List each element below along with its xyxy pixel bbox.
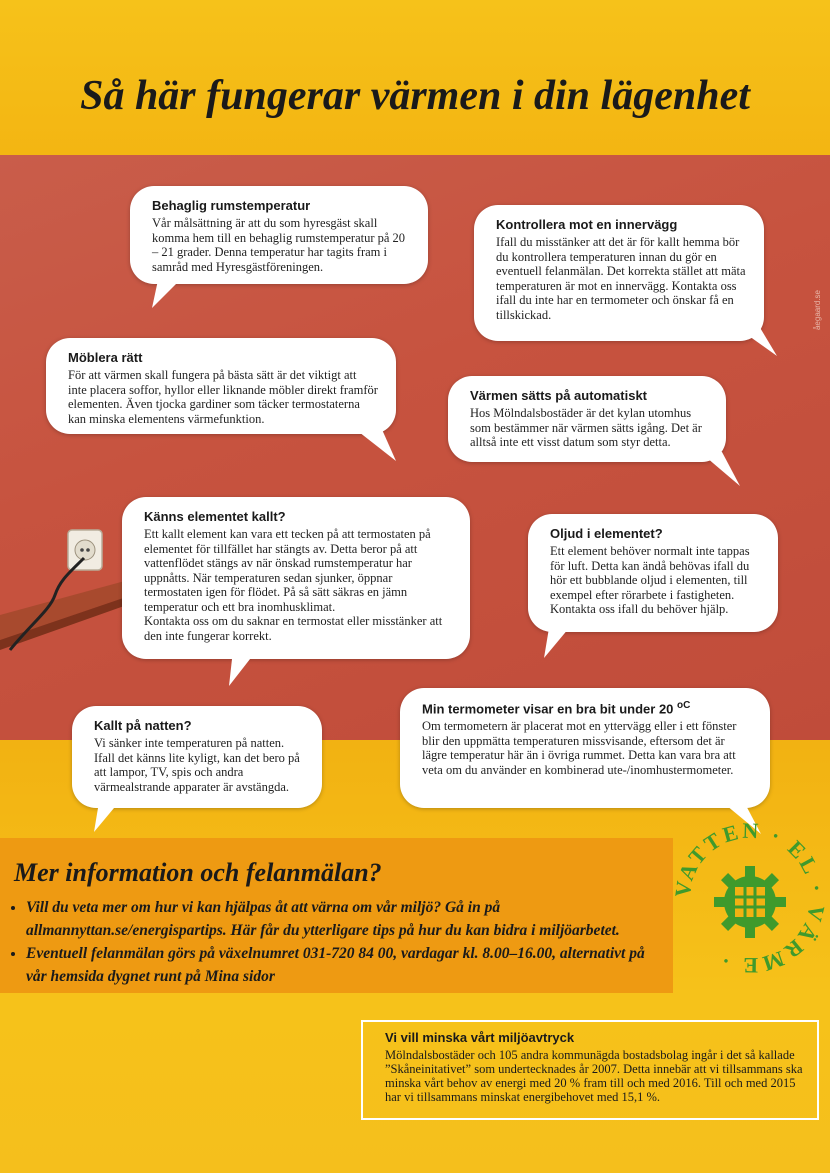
more-info-panel <box>0 838 673 993</box>
bubble-heading-text: Min termometer visar en bra bit under 20 <box>422 701 674 717</box>
bubble-comfort-temperature <box>130 186 428 284</box>
bubble-heading: Värmen sätts på automatiskt <box>470 388 648 403</box>
bubble-body: Hos Mölndalsbostäder är det kylan utomhus som bestämmer när värmen sätts igång. Det är alltså inte ett visst datum som styr detta. <box>470 406 702 449</box>
credit-text: åegaard.se <box>813 290 822 331</box>
eco-heading: Vi vill minska vårt miljöavtryck <box>385 1030 575 1045</box>
bubble-furnish-right <box>46 338 396 434</box>
list-item: • Eventuell felanmälan görs på växelnumret 031-720 84 00, vardagar kl. 8.00–16.00, alternativt på vår hemsida dygnet runt på Mina sidor <box>26 942 659 988</box>
bubble-body: Vi sänker inte temperaturen på natten. Ifall det känns lite kyligt, kan det bero på att lampor, TV, spis och andra värmealstrande apparater är avstängda. <box>94 736 300 794</box>
bubble-heading: Oljud i elementet? <box>550 526 663 541</box>
bubble-heading: Kontrollera mot en innervägg <box>496 217 678 232</box>
eco-body: Mölndalsbostäder och 105 andra kommunägda bostadsbolag ingår i det så kallade ”Skåneinitativet” som undertecknades år 2007. Detta innebär att vi tillsammans ska minska vårt behov av energi med 20 % fram till och med 2016. Till och med 2015 har vi tillsammans minskat energibehovet med 15,1 %. <box>385 1048 803 1104</box>
bubble-tail <box>700 452 745 490</box>
bubble-automatic-heat <box>448 376 726 462</box>
gear-icon <box>714 866 786 938</box>
bubble-body: Om termometern är placerat mot en yttervägg eller i ett fönster blir den uppmätta temperaturen missvisande, eftersom det är lägre temperatur här än i övriga rummet. Detta kan vara bra att veta om du använder en kombinerad ute-/inomhustermometer. <box>422 719 737 777</box>
bubble-heading: Känns elementet kallt? <box>144 509 286 524</box>
bubble-thermometer-low <box>400 688 770 808</box>
bubble-body: Vår målsättning är att du som hyresgäst skall komma hem till en behaglig rumstemperatur på 20 – 21 grader. Denna temperatur har tagits fram i samråd med Hyresgästföreningen. <box>152 216 406 274</box>
bubble-heading <box>422 700 752 716</box>
bubble-heading: Behaglig rumstemperatur <box>152 198 311 213</box>
logo-ring-text: VATTEN · EL · VÄRME · <box>670 818 830 978</box>
bubble-body: För att värmen skall fungera på bästa sätt är det viktigt att inte placera soffor, hyllor eller liknande möbler direkt framför elementen. Även tjocka gardiner som täcker termostaterna kan minska elementens värmefunktion. <box>68 368 378 426</box>
bubble-body: Ifall du misstänker att det är för kallt hemma bör du kontrollera temperaturen innan du gör en eventuell felanmälan. Det korrekta stället att mäta temperaturen är mot en innervägg. Kontakta oss ifall du inte har en termometer och önskar få en tillskickad. <box>496 235 746 322</box>
vatten-el-varme-logo <box>670 818 830 978</box>
bubble-cold-radiator <box>122 497 470 659</box>
bubble-tail <box>735 326 780 360</box>
bubble-body: Ett kallt element kan vara ett tecken på att termostaten på elementet för tillfället har stängts av. Detta beror på att vattenflödet stängs av när önskad rumstemperatur har uppnåtts. När temperaturen sedan sjunker, öppnar termostaten igen för flödet. På så sätt säkras en jämn temperatur och ett bra inomhusklimat. <box>144 527 431 614</box>
bubble-body: Ett element behöver normalt inte tappas för luft. Detta kan ändå behövas ifall du hör ett bubblande oljud i elementen, till exempel efter rörarbete i fastigheten. Kontakta oss ifall du behöver hjälp. <box>550 544 750 616</box>
bubble-cold-night <box>72 706 322 808</box>
bubble-heading: Kallt på natten? <box>94 718 192 733</box>
bubble-tail <box>92 796 132 836</box>
bubble-tail <box>540 622 580 662</box>
eco-footprint-box <box>361 1020 819 1120</box>
bubble-tail <box>150 280 190 310</box>
page-title: Så här fungerar värmen i din lägenhet <box>80 73 750 119</box>
bubble-body: Kontakta oss om du saknar en termostat eller misstänker att den inte fungerar korrekt. <box>144 614 443 643</box>
more-info-heading: Mer information och felanmälan? <box>14 858 382 887</box>
bubble-inner-wall <box>474 205 764 341</box>
bubble-radiator-noise <box>528 514 778 632</box>
more-info-list <box>14 896 659 988</box>
bubble-tail <box>350 425 400 465</box>
bubble-tail <box>225 650 265 690</box>
list-item: • Vill du veta mer om hur vi kan hjälpas åt att värna om vår miljö? Gå in på allmannyttan.se/energispartips. Här får du ytterligare tips på hur du kan bidra i miljöarbetet. <box>26 896 659 942</box>
degree-unit: oC <box>677 700 691 711</box>
bubble-heading: Möblera rätt <box>68 350 143 365</box>
